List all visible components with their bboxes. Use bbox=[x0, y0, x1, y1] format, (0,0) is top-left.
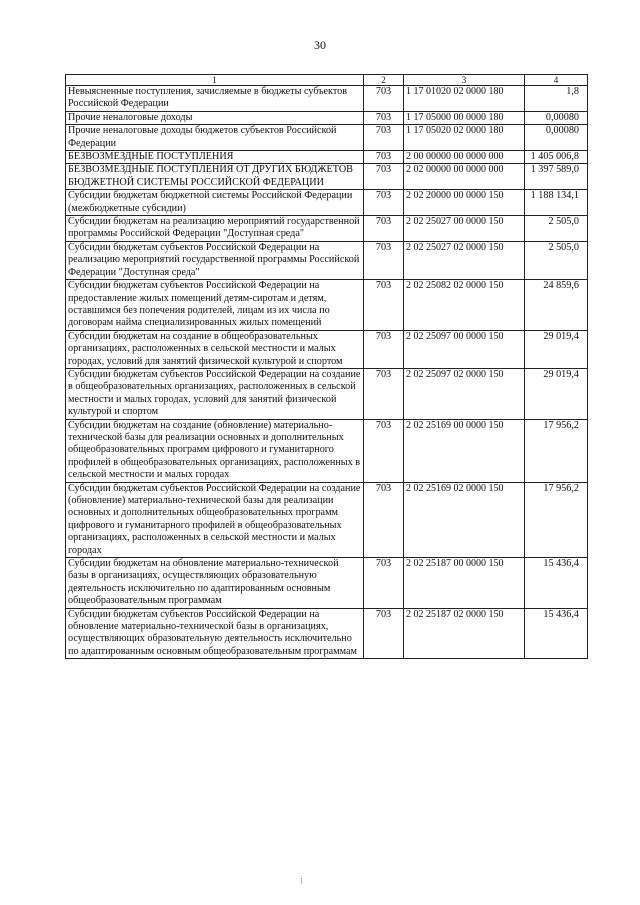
budget-code-cell: 2 02 20000 00 0000 150 bbox=[404, 190, 525, 216]
revenue-name-cell: Субсидии бюджетам бюджетной системы Российской Федерации (межбюджетные субсидии) bbox=[66, 190, 364, 216]
amount-cell: 0,00080 bbox=[525, 111, 588, 124]
revenue-name-cell: Субсидии бюджетам на создание в общеобразовательных организациях, расположенных в сельской местности и малых городах, условий для занятий физической культурой и спортом bbox=[66, 330, 364, 368]
revenue-name-cell: Субсидии бюджетам субъектов Российской Федерации на предоставление жилых помещений детям-сиротам и детям, оставшимся без попечения родителей, лицам из их числа по договорам найма специализированных жилых помещений bbox=[66, 280, 364, 331]
budget-code-cell: 2 02 25097 00 0000 150 bbox=[404, 330, 525, 368]
amount-cell: 15 436,4 bbox=[525, 608, 588, 659]
table-row bbox=[66, 111, 588, 124]
amount-cell: 17 956,2 bbox=[525, 482, 588, 557]
table-row bbox=[66, 151, 588, 164]
amount-cell: 29 019,4 bbox=[525, 330, 588, 368]
admin-code-cell: 703 bbox=[364, 368, 404, 419]
budget-code-cell: 2 02 25027 00 0000 150 bbox=[404, 216, 525, 242]
budget-code-cell: 2 00 00000 00 0000 000 bbox=[404, 151, 525, 164]
admin-code-cell: 703 bbox=[364, 86, 404, 112]
table-row bbox=[66, 190, 588, 216]
budget-code-cell: 2 02 25027 02 0000 150 bbox=[404, 241, 525, 279]
amount-cell: 29 019,4 bbox=[525, 368, 588, 419]
admin-code-cell: 703 bbox=[364, 164, 404, 190]
revenue-name-cell: Субсидии бюджетам субъектов Российской Федерации на реализацию мероприятий государственной программы Российской Федерации "Доступная среда" bbox=[66, 241, 364, 279]
amount-cell: 1,8 bbox=[525, 86, 588, 112]
admin-code-cell: 703 bbox=[364, 216, 404, 242]
budget-code-cell: 1 17 01020 02 0000 180 bbox=[404, 86, 525, 112]
budget-code-cell: 2 02 25169 00 0000 150 bbox=[404, 419, 525, 482]
admin-code-cell: 703 bbox=[364, 330, 404, 368]
table-row bbox=[66, 419, 588, 482]
table-row bbox=[66, 164, 588, 190]
amount-cell: 24 859,6 bbox=[525, 280, 588, 331]
admin-code-cell: 703 bbox=[364, 125, 404, 151]
budget-code-cell: 2 02 25187 02 0000 150 bbox=[404, 608, 525, 659]
amount-cell: 0,00080 bbox=[525, 125, 588, 151]
admin-code-cell: 703 bbox=[364, 151, 404, 164]
table-row bbox=[66, 558, 588, 609]
revenue-name-cell: Субсидии бюджетам субъектов Российской Федерации на обновление материально-технической базы в организациях, осуществляющих образовательную деятельность исключительно по адаптированным основным общеобразовательным программам bbox=[66, 608, 364, 659]
table-row bbox=[66, 86, 588, 112]
budget-code-cell: 1 17 05000 00 0000 180 bbox=[404, 111, 525, 124]
scan-mark: ⁝ bbox=[300, 876, 303, 886]
budget-code-cell: 2 02 00000 00 0000 000 bbox=[404, 164, 525, 190]
revenue-name-cell: Невыясненные поступления, зачисляемые в бюджеты субъектов Российской Федерации bbox=[66, 86, 364, 112]
revenue-name-cell: Прочие неналоговые доходы bbox=[66, 111, 364, 124]
budget-code-cell: 2 02 25097 02 0000 150 bbox=[404, 368, 525, 419]
amount-cell: 17 956,2 bbox=[525, 419, 588, 482]
table-row bbox=[66, 482, 588, 557]
budget-code-cell: 1 17 05020 02 0000 180 bbox=[404, 125, 525, 151]
revenue-table bbox=[65, 74, 588, 659]
budget-code-cell: 2 02 25082 02 0000 150 bbox=[404, 280, 525, 331]
table-row bbox=[66, 368, 588, 419]
admin-code-cell: 703 bbox=[364, 111, 404, 124]
admin-code-cell: 703 bbox=[364, 482, 404, 557]
column-header-1: 1 bbox=[66, 75, 364, 86]
table-row bbox=[66, 241, 588, 279]
table-row bbox=[66, 280, 588, 331]
admin-code-cell: 703 bbox=[364, 280, 404, 331]
amount-cell: 2 505,0 bbox=[525, 241, 588, 279]
revenue-name-cell: БЕЗВОЗМЕЗДНЫЕ ПОСТУПЛЕНИЯ bbox=[66, 151, 364, 164]
revenue-name-cell: Субсидии бюджетам на создание (обновление) материально-технической базы для реализации основных и дополнительных общеобразовательных программ цифрового и гуманитарного профилей в общеобразовательных организациях, расположенных в сельской местности и малых городах bbox=[66, 419, 364, 482]
revenue-name-cell: Субсидии бюджетам на обновление материально-технической базы в организациях, осуществляющих образовательную деятельность исключительно по адаптированным основным общеобразовательным программам bbox=[66, 558, 364, 609]
revenue-name-cell: БЕЗВОЗМЕЗДНЫЕ ПОСТУПЛЕНИЯ ОТ ДРУГИХ БЮДЖЕТОВ БЮДЖЕТНОЙ СИСТЕМЫ РОССИЙСКОЙ ФЕДЕРАЦИИ bbox=[66, 164, 364, 190]
amount-cell: 1 405 006,8 bbox=[525, 151, 588, 164]
table-row bbox=[66, 125, 588, 151]
admin-code-cell: 703 bbox=[364, 608, 404, 659]
amount-cell: 2 505,0 bbox=[525, 216, 588, 242]
table-row bbox=[66, 216, 588, 242]
budget-code-cell: 2 02 25187 00 0000 150 bbox=[404, 558, 525, 609]
page-number: 30 bbox=[314, 38, 326, 52]
column-header-4: 4 bbox=[525, 75, 588, 86]
table-row bbox=[66, 330, 588, 368]
revenue-name-cell: Субсидии бюджетам субъектов Российской Федерации на создание в общеобразовательных организациях, расположенных в сельской местности и малых городах, условий для занятий физической культурой и спортом bbox=[66, 368, 364, 419]
revenue-name-cell: Субсидии бюджетам на реализацию мероприятий государственной программы Российской Федерации "Доступная среда" bbox=[66, 216, 364, 242]
table-header-row bbox=[66, 75, 588, 86]
admin-code-cell: 703 bbox=[364, 190, 404, 216]
admin-code-cell: 703 bbox=[364, 419, 404, 482]
budget-code-cell: 2 02 25169 02 0000 150 bbox=[404, 482, 525, 557]
amount-cell: 1 397 589,0 bbox=[525, 164, 588, 190]
amount-cell: 1 188 134,1 bbox=[525, 190, 588, 216]
revenue-name-cell: Прочие неналоговые доходы бюджетов субъектов Российской Федерации bbox=[66, 125, 364, 151]
revenue-name-cell: Субсидии бюджетам субъектов Российской Федерации на создание (обновление) материально-технической базы для реализации основных и дополнительных общеобразовательных программ цифрового и гуманитарного профилей в общеобразовательных организациях, расположенных в сельской местности и малых городах bbox=[66, 482, 364, 557]
admin-code-cell: 703 bbox=[364, 241, 404, 279]
admin-code-cell: 703 bbox=[364, 558, 404, 609]
table-row bbox=[66, 608, 588, 659]
column-header-3: 3 bbox=[404, 75, 525, 86]
column-header-2: 2 bbox=[364, 75, 404, 86]
amount-cell: 15 436,4 bbox=[525, 558, 588, 609]
